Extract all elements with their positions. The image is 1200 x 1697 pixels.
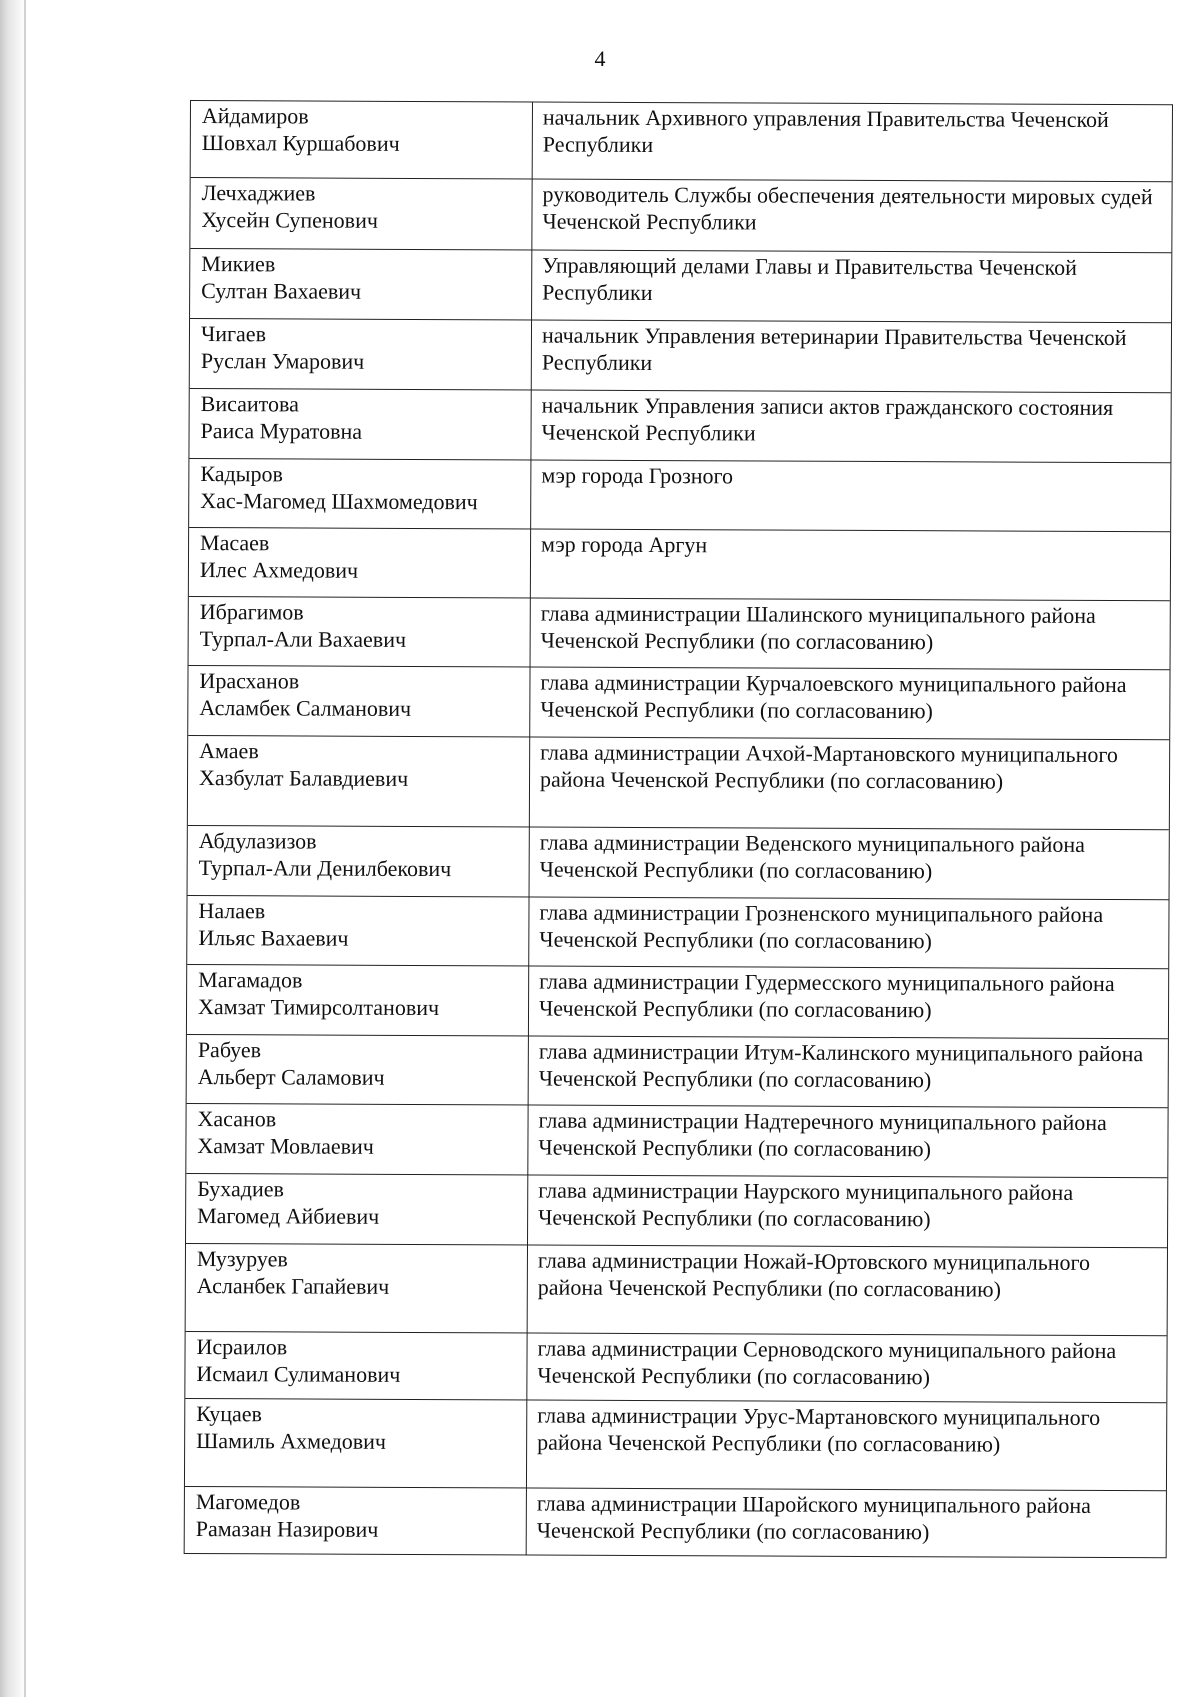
member-given-name: Хас-Магомед Шахмомедович <box>200 488 478 515</box>
position-cell: глава администрации Серноводского муниципального района Чеченской Республики (по согласованию) <box>537 1335 1117 1390</box>
table-row <box>187 1035 1168 1108</box>
position-cell: глава администрации Шалинского муниципального района Чеченской Республики (по согласованию) <box>540 600 1096 655</box>
name-cell <box>185 1332 527 1399</box>
name-cell <box>190 249 532 319</box>
position-cell: глава администрации Надтеречного муниципального района Чеченской Республики (по согласованию) <box>538 1107 1107 1162</box>
name-cell <box>188 736 530 826</box>
name-cell <box>188 826 530 896</box>
name-cell <box>190 319 532 389</box>
member-surname: Хасанов <box>197 1106 277 1132</box>
table-row <box>190 178 1171 253</box>
member-given-name: Рамазан Назирович <box>195 1516 379 1542</box>
table-row <box>186 1104 1167 1178</box>
table-row <box>188 826 1169 900</box>
member-surname: Ирасханов <box>199 668 300 694</box>
name-cell <box>185 1487 527 1554</box>
name-cell <box>186 1174 528 1244</box>
member-surname: Бухадиев <box>197 1176 284 1202</box>
member-given-name: Шовхал Куршабович <box>201 130 400 156</box>
position-cell: глава администрации Итум-Калинского муниципального района Чеченской Республики (по согласованию) <box>538 1038 1144 1093</box>
table-row <box>186 1174 1167 1248</box>
table-row <box>190 319 1171 393</box>
position-cell: Управляющий делами Главы и Правительства Чеченской Республики <box>542 252 1077 306</box>
member-given-name: Исмаил Сулиманович <box>196 1361 401 1387</box>
member-surname: Рабуев <box>197 1037 262 1063</box>
table-row <box>185 1332 1166 1403</box>
position-cell: глава администрации Гудермесского муниципального района Чеченской Республики (по согласованию) <box>538 968 1115 1023</box>
member-given-name: Султан Вахаевич <box>201 278 362 304</box>
member-surname: Налаев <box>198 898 266 924</box>
position-cell: начальник Управления записи актов гражданского состояния Чеченской Республики <box>541 392 1114 446</box>
position-cell: начальник Управления ветеринарии Правительства Чеченской Республики <box>541 322 1127 376</box>
member-given-name: Хазбулат Балавдиевич <box>198 765 409 791</box>
member-surname: Исраилов <box>196 1334 288 1360</box>
name-cell <box>188 666 530 736</box>
member-given-name: Раиса Муратовна <box>200 418 363 444</box>
member-surname: Чигаев <box>200 321 267 347</box>
page-number: 4 <box>594 46 606 71</box>
name-cell <box>186 1104 528 1174</box>
table-row <box>189 459 1170 532</box>
name-cell <box>189 459 531 528</box>
position-cell: мэр города Грозного <box>541 462 734 489</box>
scan-edge-shadow <box>0 0 26 1697</box>
member-given-name: Хамзат Тимирсолтанович <box>197 994 440 1021</box>
name-cell <box>189 597 531 666</box>
position-cell: глава администрации Курчалоевского муниципального района Чеченской Республики (по согласованию) <box>540 669 1127 724</box>
name-cell <box>189 389 531 459</box>
position-cell: глава администрации Наурского муниципального района Чеченской Республики (по согласованию) <box>538 1177 1074 1232</box>
position-cell: глава администрации Веденского муниципального района Чеченской Республики (по согласованию) <box>539 829 1086 884</box>
table-row <box>188 736 1169 830</box>
member-surname: Магомедов <box>195 1489 301 1515</box>
name-cell <box>190 178 532 249</box>
table-row <box>186 1244 1167 1336</box>
member-given-name: Шамиль Ахмедович <box>196 1428 387 1454</box>
table-row <box>189 528 1170 601</box>
name-cell <box>189 528 531 597</box>
member-given-name: Магомед Айбиевич <box>197 1203 380 1229</box>
position-cell: глава администрации Грозненского муниципального района Чеченской Республики (по согласованию) <box>539 899 1104 954</box>
member-given-name: Турпал-Али Денилбекович <box>198 855 452 882</box>
member-given-name: Ильяс Вахаевич <box>198 925 349 951</box>
member-surname: Микиев <box>201 251 276 277</box>
member-surname: Висаитова <box>200 391 299 417</box>
member-given-name: Хамзат Мовлаевич <box>197 1133 374 1159</box>
members-table <box>184 100 1173 1558</box>
table-row <box>189 389 1170 463</box>
position-cell: мэр города Аргун <box>541 531 708 558</box>
table-row <box>187 896 1168 969</box>
name-cell <box>185 1399 527 1487</box>
member-given-name: Руслан Умарович <box>200 348 365 374</box>
position-cell: глава администрации Шаройского муниципального района Чеченской Республики (по согласованию) <box>536 1490 1092 1545</box>
member-given-name: Асламбек Салманович <box>199 695 412 721</box>
scan-edge-line <box>24 0 26 1697</box>
position-cell: руководитель Службы обеспечения деятельности мировых судей Чеченской Республики <box>542 181 1153 235</box>
member-surname: Куцаев <box>196 1401 263 1427</box>
member-given-name: Альберт Саламович <box>197 1064 385 1090</box>
member-given-name: Турпал-Али Вахаевич <box>199 626 407 652</box>
member-surname: Магамадов <box>198 967 303 993</box>
member-surname: Кадыров <box>200 461 283 487</box>
member-surname: Лечхаджиев <box>201 180 316 206</box>
table-row <box>190 249 1171 323</box>
position-cell: начальник Архивного управления Правительства Чеченской Республики <box>542 104 1109 158</box>
name-cell <box>191 101 533 178</box>
name-cell <box>187 896 529 965</box>
name-cell <box>187 1035 529 1104</box>
position-cell: глава администрации Ножай-Юртовского муниципального района Чеченской Республики (по согласованию) <box>537 1247 1091 1302</box>
member-given-name: Асланбек Гапайевич <box>196 1273 390 1299</box>
member-given-name: Хусейн Супенович <box>201 207 379 233</box>
member-surname: Амаев <box>199 738 259 764</box>
position-cell: глава администрации Ачхой-Мартановского муниципального района Чеченской Республики (по согласованию) <box>539 739 1118 794</box>
table-row <box>185 1487 1166 1557</box>
member-surname: Ибрагимов <box>199 599 304 625</box>
table-row <box>187 965 1168 1039</box>
table-row <box>191 101 1172 182</box>
member-surname: Масаев <box>200 530 270 556</box>
table-row <box>189 597 1170 670</box>
member-surname: Айдамиров <box>201 103 309 129</box>
member-surname: Абдулазизов <box>198 828 317 854</box>
name-cell <box>186 1244 528 1332</box>
member-surname: Музуруев <box>196 1246 288 1272</box>
position-cell: глава администрации Урус-Мартановского муниципального района Чеченской Республики (по согласованию) <box>537 1402 1101 1457</box>
member-given-name: Илес Ахмедович <box>199 557 359 583</box>
name-cell <box>187 965 529 1035</box>
table-row <box>188 666 1169 740</box>
table-row <box>185 1399 1166 1491</box>
